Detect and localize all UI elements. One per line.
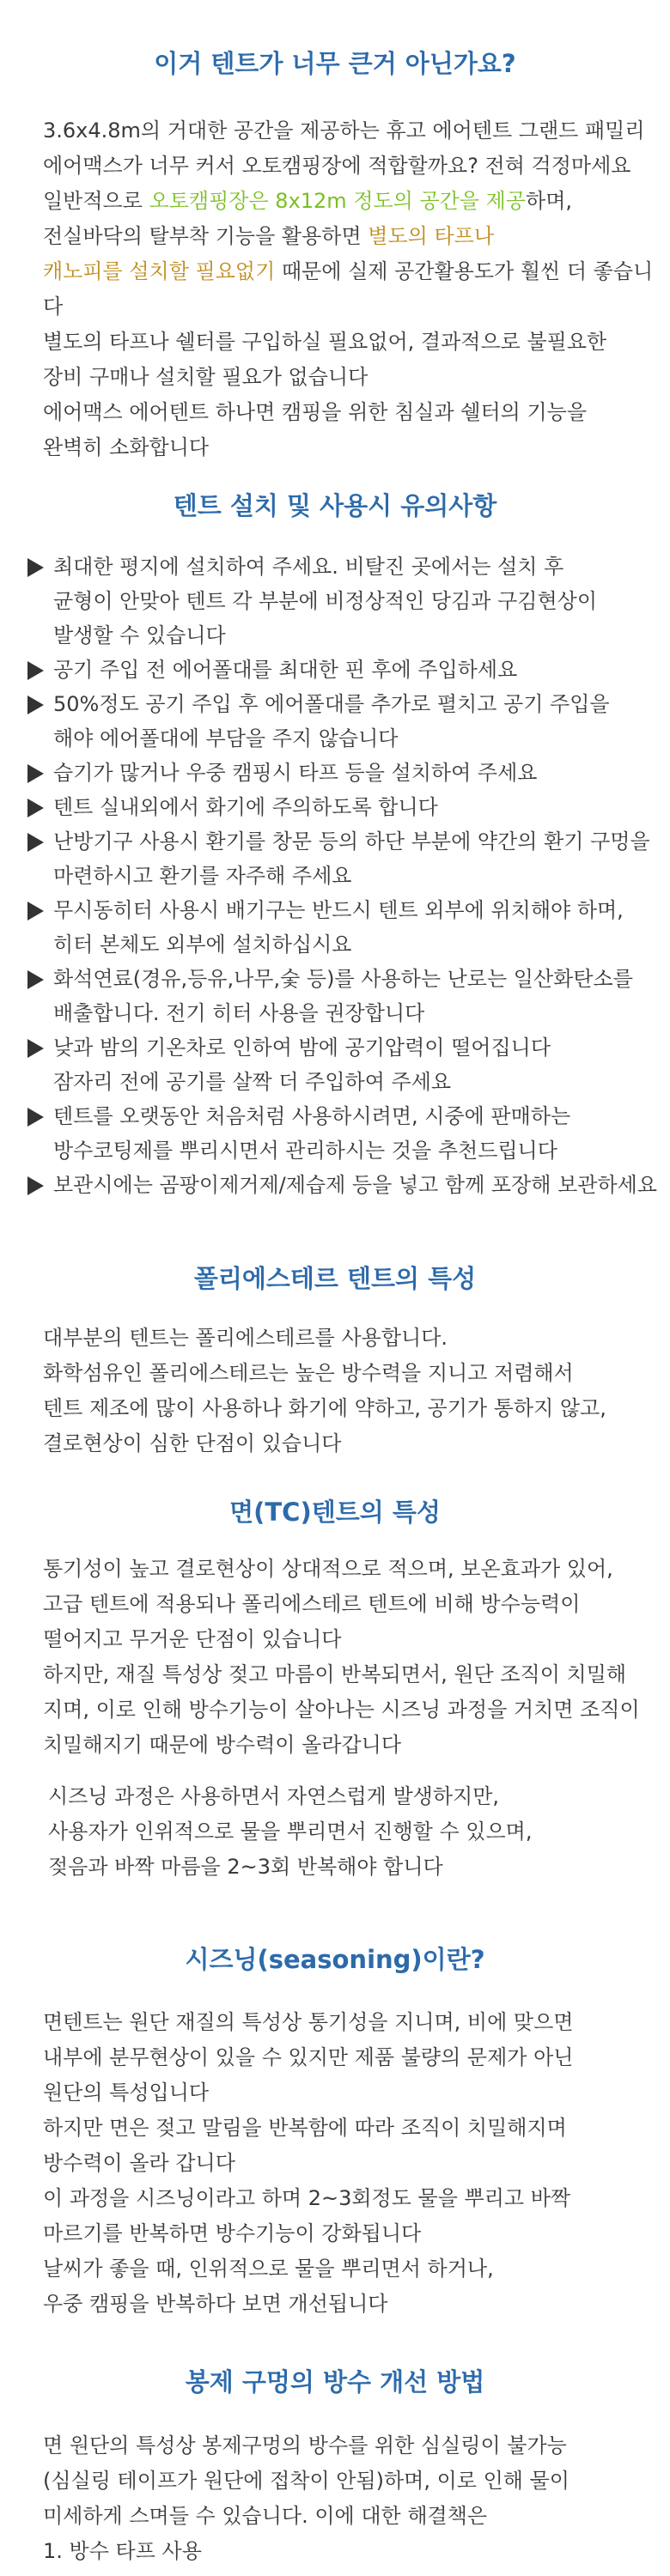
list-item: 낮과 밤의 기온차로 인하여 밤에 공기압력이 떨어집니다 잠자리 전에 공기를 살짝 더 주입하여 주세요 <box>26 1030 661 1099</box>
text-line: 에어맥스 에어텐트 하나면 캠핑을 위한 침실과 쉘터의 기능을 <box>43 400 588 424</box>
list-item: 화석연료(경유,등유,나무,숯 등)를 사용하는 난로는 일산화탄소를 배출합니다. 전기 히터 사용을 권장합니다 <box>26 962 661 1030</box>
text-line: 전실바닥의 탈부착 기능을 활용하면 <box>43 224 368 248</box>
list-item: 최대한 평지에 설치하여 주세요. 비탈진 곳에서는 설치 후 균형이 안맞아 텐트 각 부분에 비정상적인 당김과 구김현상이 발생할 수 있습니다 <box>26 550 661 653</box>
triangle-bullet-icon <box>27 1176 44 1195</box>
triangle-bullet-icon <box>27 833 44 852</box>
section-title-seasoning: 시즈닝(seasoning)이란? <box>185 1945 485 1974</box>
section-title-seam: 봉제 구멍의 방수 개선 방법 <box>185 2367 485 2397</box>
triangle-bullet-icon <box>27 1039 44 1058</box>
text-line: 에어맥스가 너무 커서 오토캠핑장에 적합할까요? 전혀 걱정마세요 <box>43 154 631 178</box>
list-item: 보관시에는 곰팡이제거제/제습제 등을 넣고 함께 포장해 보관하세요 <box>26 1168 661 1202</box>
triangle-bullet-icon <box>27 1108 44 1127</box>
seasoning-note: 시즈닝 과정은 사용하면서 자연스럽게 발생하지만, 사용자가 인위적으로 물을 뿌리면서 진행할 수 있으며, 젖음과 바짝 마름을 2~3회 반복해야 합니다 <box>48 1784 533 1879</box>
text-line: 3.6x4.8m의 거대한 공간을 제공하는 휴고 에어텐트 그랜드 패밀리 <box>43 118 645 143</box>
seasoning-description: 면텐트는 원단 재질의 특성상 통기성을 지니며, 비에 맞으면 내부에 분무현상이 있을 수 있지만 제품 불량의 문제가 아닌 원단의 특성입니다 하지만 면은 젖고 말림을 반복함에 따라 조직이 치밀해지며 방수력이 올라 갑니다 이 과정을 시즈닝이라고 하며 2~3회정도 물을 뿌리고 바짝 마르기를 반복하면 방수기능이 강화됩니다 날씨가 좋을 때, 인위적으로 물을 뿌리면서 하거나, 우중 캠핑을 반복하다 보면 개선됩니다 <box>43 2010 574 2316</box>
caution-list <box>26 550 661 1202</box>
size-description <box>43 113 661 465</box>
list-item: 무시동히터 사용시 배기구는 반드시 텐트 외부에 위치해야 하며, 히터 본체도 외부에 설치하십시요 <box>26 893 661 962</box>
text-line: 별도의 타프나 쉘터를 구입하실 필요없어, 결과적으로 불필요한 <box>43 330 607 354</box>
section-title-polyester: 폴리에스테르 텐트의 특성 <box>193 1264 477 1293</box>
list-item: 텐트 실내외에서 화기에 주의하도록 합니다 <box>26 790 661 824</box>
triangle-bullet-icon <box>27 661 44 680</box>
triangle-bullet-icon <box>27 764 44 783</box>
list-item: 습기가 많거나 우중 캠핑시 타프 등을 설치하여 주세요 <box>26 756 661 790</box>
list-item: 텐트를 오랫동안 처음처럼 사용하시려면, 시중에 판매하는 방수코팅제를 뿌리시면서 관리하시는 것을 추천드립니다 <box>26 1099 661 1168</box>
text-line: 하며, <box>526 189 573 213</box>
text-line: 장비 구매나 설치할 필요가 없습니다 <box>43 365 368 389</box>
triangle-bullet-icon <box>27 799 44 817</box>
list-item: 공기 주입 전 에어폴대를 최대한 핀 후에 주입하세요 <box>26 653 661 687</box>
text-line: 완벽히 소화합니다 <box>43 435 210 459</box>
seam-description: 면 원단의 특성상 봉제구멍의 방수를 위한 심실링이 불가능 (심실링 테이프가 원단에 접착이 안됨)하며, 이로 인해 물이 미세하게 스며들 수 있습니다. 이에 대한 해결책은 1. 방수 타프 사용 <box>43 2433 570 2563</box>
text-line: 때문에 실제 공간활용도가 훨씬 더 좋습니다 <box>43 259 654 319</box>
polyester-description: 대부분의 텐트는 폴리에스테르를 사용합니다. 화학섬유인 폴리에스테르는 높은 방수력을 지니고 저렴해서 텐트 제조에 많이 사용하나 화기에 약하고, 공기가 통하지 않고, 결로현상이 심한 단점이 있습니다 <box>43 1326 606 1455</box>
section-title-cautions: 텐트 설치 및 사용시 유의사항 <box>173 491 497 520</box>
text-line: 일반적으로 <box>43 189 149 213</box>
highlight-orange: 캐노피를 설치할 필요없기 <box>43 259 276 283</box>
list-item: 난방기구 사용시 환기를 창문 등의 하단 부분에 약간의 환기 구멍을 마련하시고 환기를 자주해 주세요 <box>26 824 661 893</box>
list-item: 50%정도 공기 주입 후 에어폴대를 추가로 펼치고 공기 주입을 해야 에어폴대에 부담을 주지 않습니다 <box>26 687 661 756</box>
highlight-orange: 별도의 타프나 <box>368 224 495 248</box>
cotton-description: 통기성이 높고 결로현상이 상대적으로 적으며, 보온효과가 있어, 고급 텐트에 적용되나 폴리에스테르 텐트에 비해 방수능력이 떨어지고 무거운 단점이 있습니다 하지만, 재질 특성상 젖고 마름이 반복되면서, 원단 조직이 치밀해 지며, 이로 인해 방수기능이 살아나는 시즈닝 과정을 거치면 조직이 치밀해지기 때문에 방수력이 올라갑니다 <box>43 1557 640 1757</box>
triangle-bullet-icon <box>27 970 44 989</box>
section-title-cotton: 면(TC)텐트의 특성 <box>229 1498 441 1527</box>
section-title-size: 이거 텐트가 너무 큰거 아닌가요? <box>154 49 516 78</box>
triangle-bullet-icon <box>27 902 44 920</box>
triangle-bullet-icon <box>27 558 44 577</box>
highlight-green: 오토캠핑장은 8x12m 정도의 공간을 제공 <box>149 189 527 213</box>
triangle-bullet-icon <box>27 696 44 714</box>
